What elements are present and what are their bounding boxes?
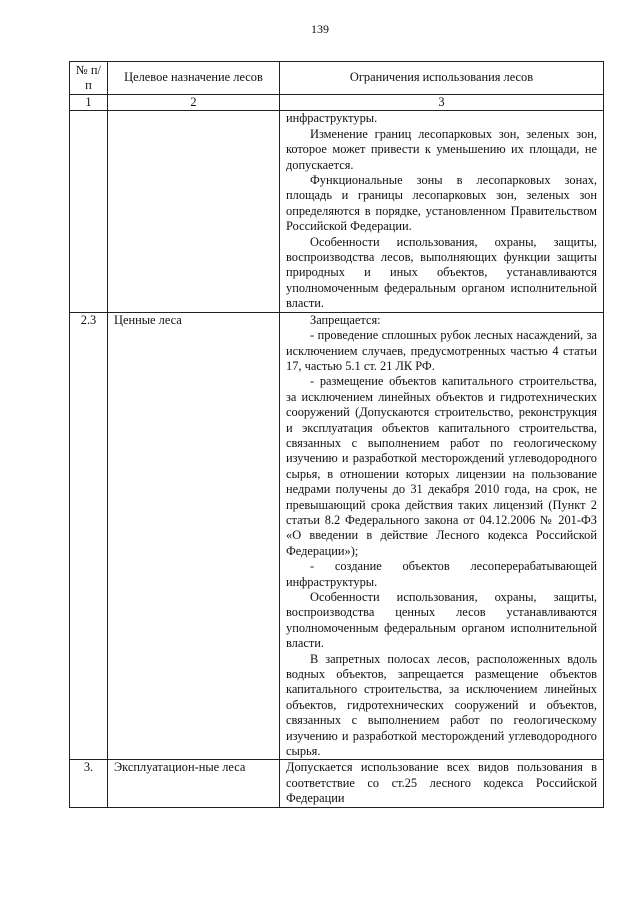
column-numbers-row — [70, 95, 604, 111]
row-restrictions — [280, 312, 604, 760]
restriction-paragraph: - проведение сплошных рубок лесных насаждений, за исключением случаев, предусмотренных частью 4 статьи 17, частью 5.1 ст. 21 ЛК РФ. — [286, 328, 597, 373]
table-row — [70, 312, 604, 760]
header-purpose: Целевое назначение лесов — [108, 62, 280, 95]
row-restrictions — [280, 760, 604, 807]
table-header-row — [70, 62, 604, 95]
column-number-3: 3 — [280, 95, 604, 111]
restriction-paragraph: - создание объектов лесоперерабатывающей инфраструктуры. — [286, 559, 597, 589]
restriction-paragraph: - размещение объектов капитального строительства, за исключением линейных объектов и гидротехнических сооружений (Допускаются строительство, реконструкция и эксплуатация объектов капитального строительства, связанных с выполнением работ по геологическому изучению и разработкой месторождений углеводородного сырья, в отношении которых лицензии на пользование недрами получены до 31 декабря 2010 года, на срок, не превышающий срока действия таких лицензий (Пункт 2 статьи 8.2 Федерального закона от 04.12.2006 № 201-ФЗ «О введении в действие Лесного кодекса Российской Федерации»); — [286, 374, 597, 558]
restriction-paragraph: Особенности использования, охраны, защиты, воспроизводства лесов, выполняющих функции защиты природных и иных объектов, устанавливаются уполномоченным федеральным органом исполнительной власти. — [286, 234, 597, 311]
restriction-paragraph: В запретных полосах лесов, расположенных вдоль водных объектов, запрещается размещение объектов капитального строительства, за исключением линейных объектов, гидротехнических сооружений и объектов, связанных с выполнением работ по геологическому изучению и разработкой месторождений углеводородного сырья. — [286, 651, 597, 759]
row-number — [70, 111, 108, 312]
row-purpose: Ценные леса — [108, 312, 280, 760]
table-row — [70, 760, 604, 807]
page-number: 139 — [311, 22, 329, 36]
header-number: № п/п — [70, 62, 108, 95]
restriction-paragraph: Допускается использование всех видов пользования в соответствие со ст.25 лесного кодекса Российской Федерации — [286, 760, 597, 806]
table-row — [70, 111, 604, 312]
header-restrictions: Ограничения использования лесов — [280, 62, 604, 95]
restriction-paragraph: Особенности использования, охраны, защиты, воспроизводства ценных лесов устанавливаются уполномоченным федеральным органом исполнительной власти. — [286, 590, 597, 651]
restriction-paragraph: Запрещается: — [310, 312, 381, 327]
restriction-paragraph: Изменение границ лесопарковых зон, зеленых зон, которое может привести к уменьшению их площади, не допускается. — [286, 126, 597, 172]
row-number: 2.3 — [70, 312, 108, 760]
restriction-paragraph: инфраструктуры. — [286, 111, 378, 126]
restriction-paragraph: Функциональные зоны в лесопарковых зонах, площадь и границы лесопарковых зон, зеленых зон определяются в порядке, установленном Правительством Российской Федерации. — [286, 173, 597, 234]
row-purpose — [108, 111, 280, 312]
column-number-1: 1 — [70, 95, 108, 111]
row-number: 3. — [70, 760, 108, 807]
forest-restrictions-table — [69, 61, 604, 808]
row-purpose: Эксплуатацион-ные леса — [108, 760, 280, 807]
row-restrictions — [280, 111, 604, 312]
column-number-2: 2 — [108, 95, 280, 111]
